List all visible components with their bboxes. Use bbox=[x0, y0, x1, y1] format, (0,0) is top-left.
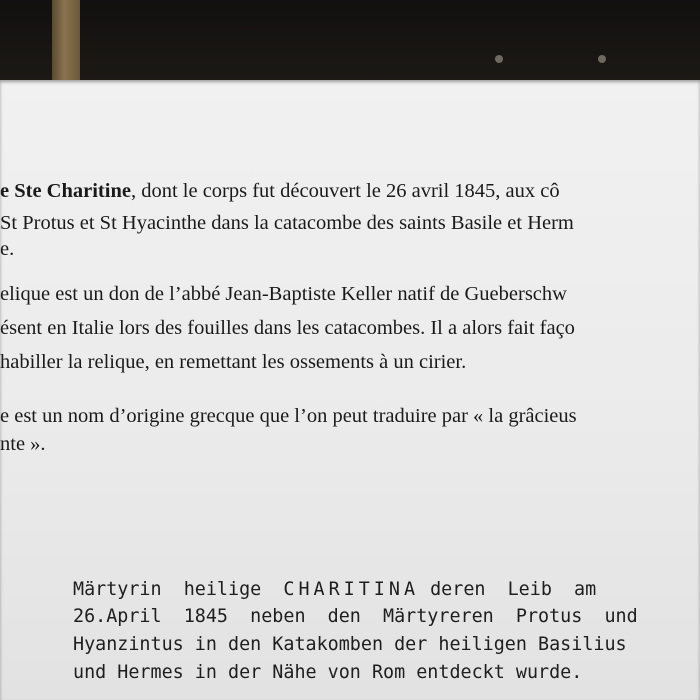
french-p3-line2: nte ». bbox=[0, 433, 46, 455]
french-p1-line2: St Protus et St Hyacinthe dans la catacombe des saints Basile et Herm bbox=[0, 212, 574, 234]
french-p1-line1 bbox=[0, 180, 560, 203]
glass-reflection bbox=[598, 55, 606, 63]
text-span: , dont le corps fut découvert le 26 avril 1845, aux cô bbox=[130, 180, 560, 202]
german-line1 bbox=[73, 576, 596, 603]
french-p2-line2: ésent en Italie lors des fouilles dans les catacombes. Il a alors fait faço bbox=[0, 317, 575, 339]
french-text bbox=[0, 80, 700, 500]
german-line3: Hyanzintus in den Katakomben der heiligen Basilius bbox=[73, 634, 627, 655]
wooden-post bbox=[52, 0, 80, 80]
german-line4: und Hermes in der Nähe von Rom entdeckt wurde. bbox=[73, 662, 583, 683]
glass-reflection bbox=[495, 55, 503, 63]
french-p3-line1: e est un nom d’origine grecque que l’on peut traduire par « la grâcieus bbox=[0, 405, 577, 427]
saint-name-german: CHARITINA bbox=[283, 579, 420, 600]
text-span: deren Leib am bbox=[419, 579, 597, 600]
german-line2: 26.April 1845 neben den Märtyreren Protus und bbox=[73, 606, 638, 627]
french-p2-line1: elique est un don de l’abbé Jean-Baptiste Keller natif de Gueberschw bbox=[0, 283, 567, 305]
info-sheet bbox=[0, 80, 700, 700]
french-p1-line3: e. bbox=[0, 238, 15, 260]
text-span: Märtyrin heilige bbox=[73, 579, 284, 600]
french-p2-line3: habiller la relique, en remettant les ossements à un cirier. bbox=[0, 351, 467, 373]
dark-background bbox=[0, 0, 700, 82]
saint-name: e Ste Charitine bbox=[0, 180, 131, 202]
